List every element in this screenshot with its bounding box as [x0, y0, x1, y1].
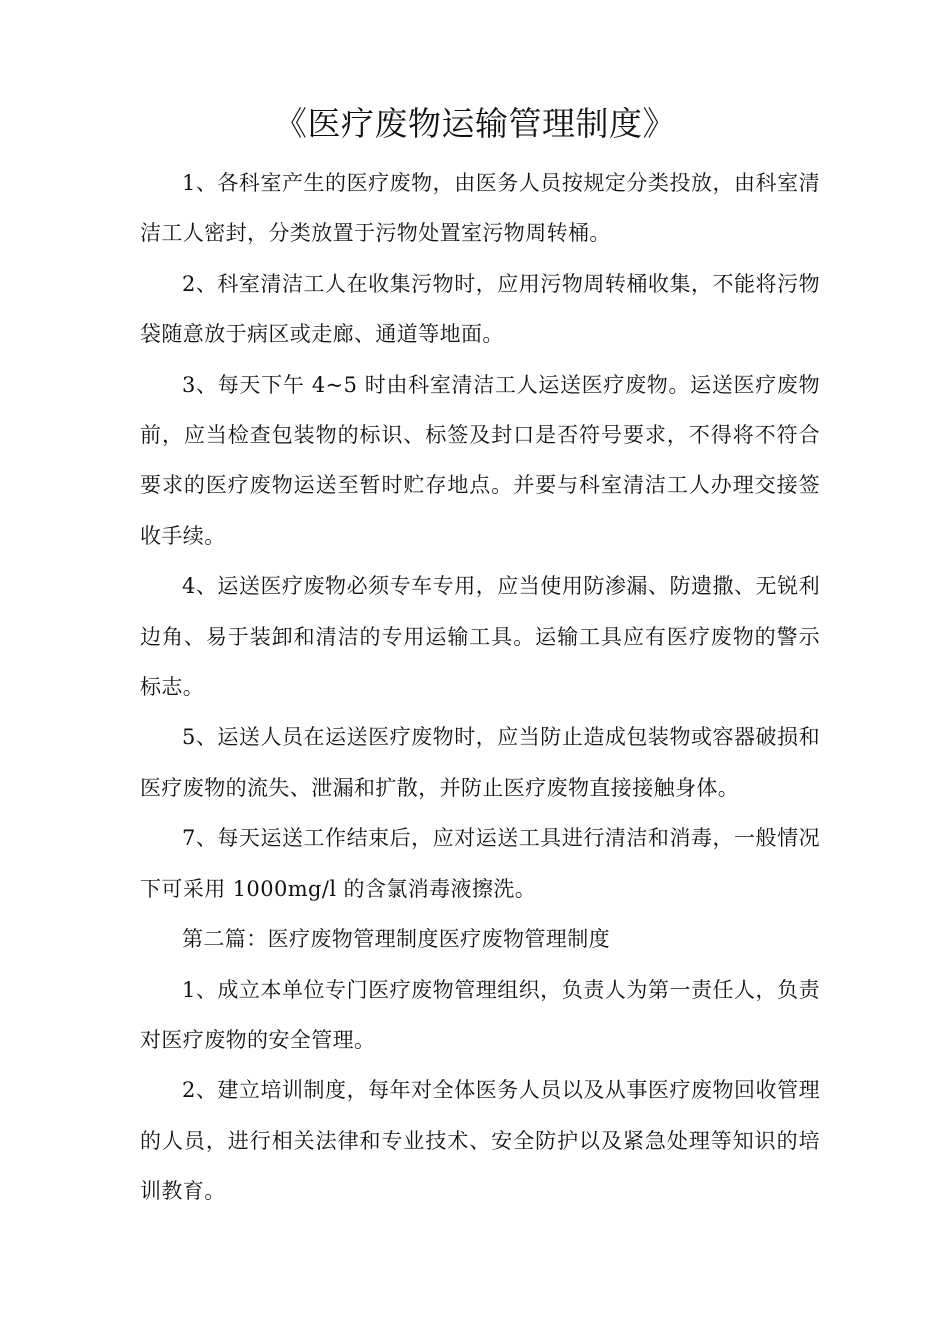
part-two-paragraph-2: 2、建立培训制度，每年对全体医务人员以及从事医疗废物回收管理的人员，进行相关法律和专业技术、安全防护以及紧急处理等知识的培训教育。 — [140, 1078, 820, 1204]
paragraph-4: 4、运送医疗废物必须专车专用，应当使用防渗漏、防遗撒、无锐利边角、易于装卸和清洁的专用运输工具。运输工具应有医疗废物的警示标志。 — [140, 574, 820, 700]
section-heading-part-two: 第二篇：医疗废物管理制度医疗废物管理制度 — [182, 927, 610, 952]
paragraph-5: 5、运送人员在运送医疗废物时，应当防止造成包装物或容器破损和医疗废物的流失、泄漏和扩散，并防止医疗废物直接接触身体。 — [140, 725, 820, 800]
paragraph-7: 7、每天运送工作结束后，应对运送工具进行清洁和消毒，一般情况下可采用 1000mg/l 的含氯消毒液擦洗。 — [140, 826, 820, 901]
document-title: 《医疗废物运输管理制度》 — [274, 104, 676, 143]
paragraph-1: 1、各科室产生的医疗废物，由医务人员按规定分类投放，由科室清洁工人密封，分类放置于污物处置室污物周转桶。 — [140, 171, 820, 246]
paragraph-3: 3、每天下午 4~5 时由科室清洁工人运送医疗废物。运送医疗废物前，应当检查包装物的标识、标签及封口是否符号要求，不得将不符合要求的医疗废物运送至暂时贮存地点。并要与科室清洁工人办理交接签收手续。 — [140, 372, 820, 548]
document-body — [140, 158, 820, 1217]
paragraph-2: 2、科室清洁工人在收集污物时，应用污物周转桶收集，不能将污物袋随意放于病区或走廊、通道等地面。 — [140, 271, 820, 347]
part-two-paragraph-1: 1、成立本单位专门医疗废物管理组织，负责人为第一责任人，负责对医疗废物的安全管理。 — [140, 977, 820, 1052]
